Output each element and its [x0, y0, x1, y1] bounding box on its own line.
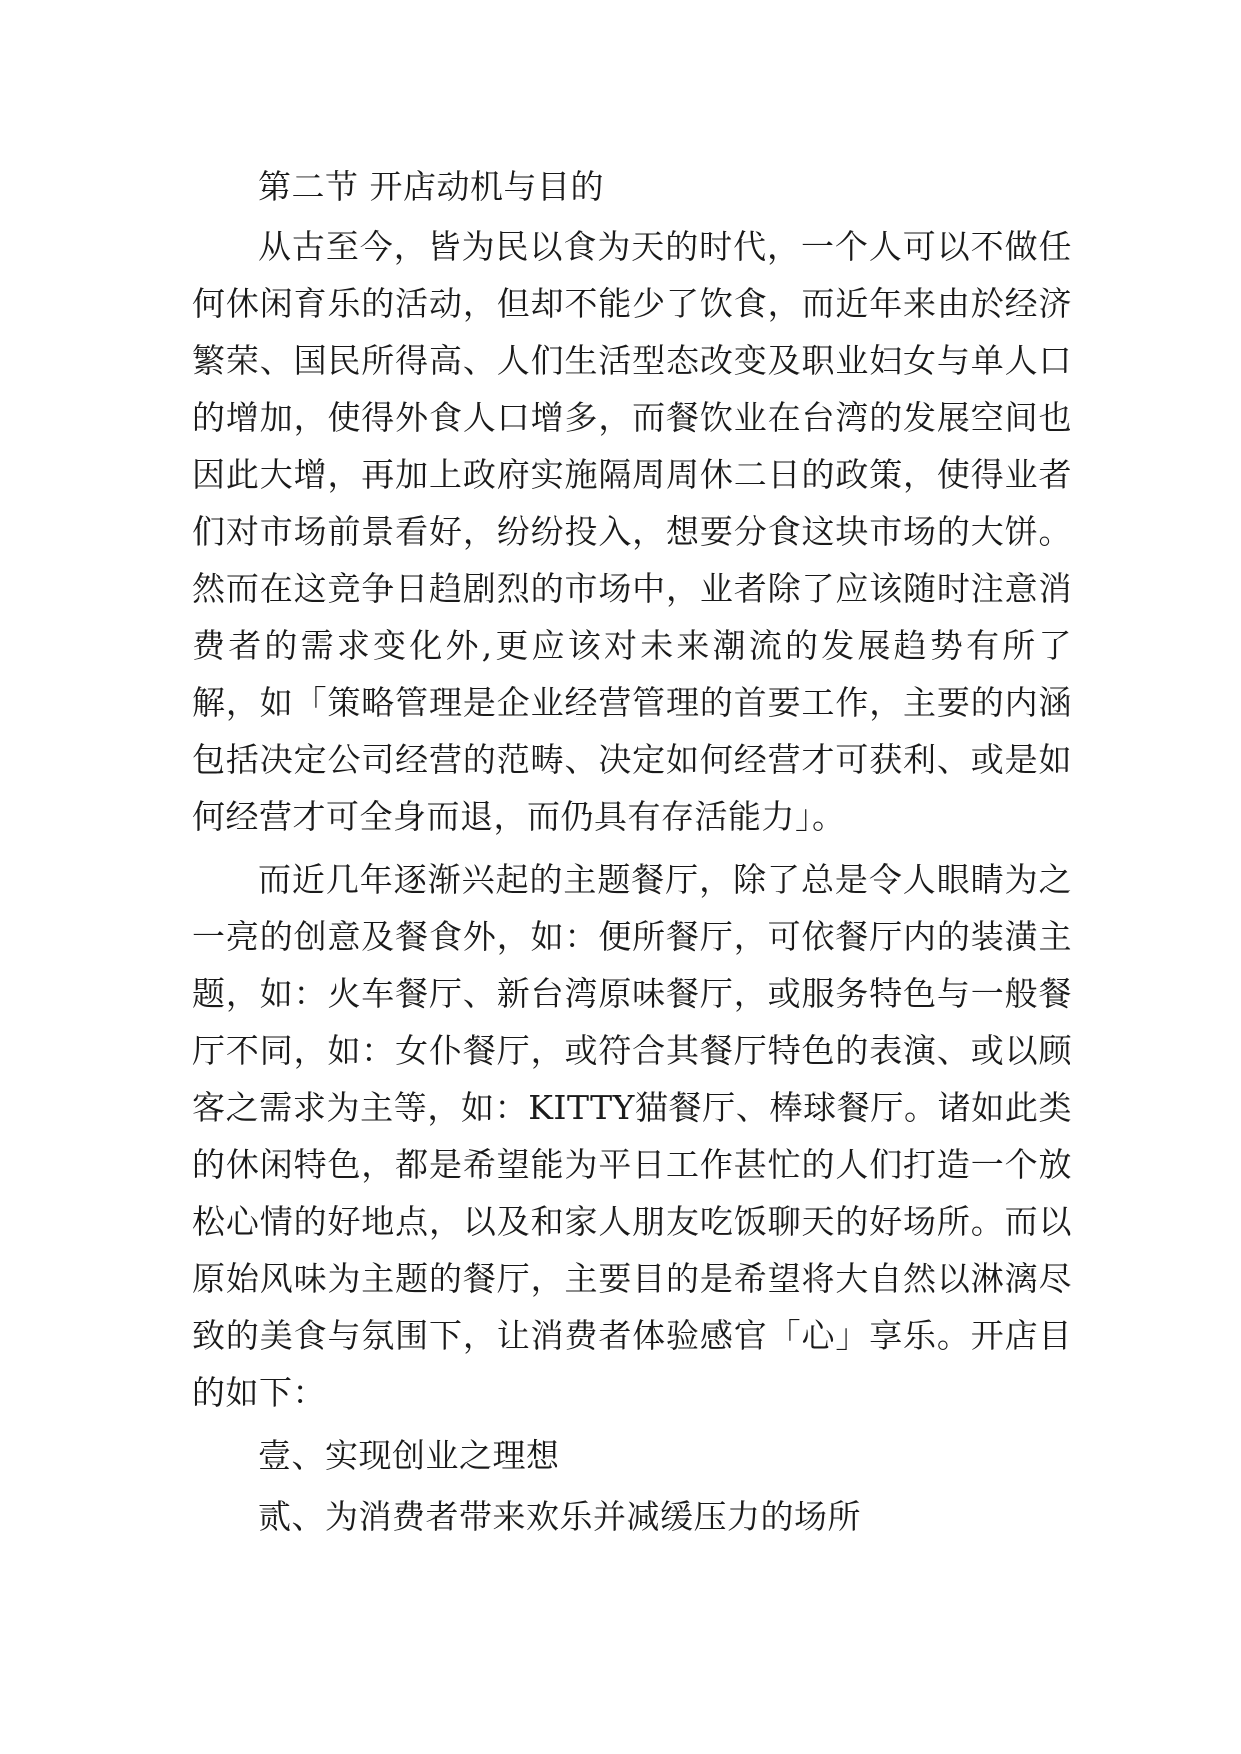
paragraph-theme-restaurants: 而近几年逐渐兴起的主题餐厅，除了总是令人眼睛为之一亮的创意及餐食外，如：便所餐厅，可依餐厅内的装潢主题，如：火车餐厅、新台湾原味餐厅，或服务特色与一般餐厅不同，如：女仆餐厅，或符合其餐厅特色的表演、或以顾客之需求为主等，如：KITTY猫餐厅、棒球餐厅。诸如此类的休闲特色，都是希望能为平日工作甚忙的人们打造一个放松心情的好地点，以及和家人朋友吃饭聊天的好场所。而以原始风味为主题的餐厅，主要目的是希望将大自然以淋漓尽致的美食与氛围下，让消费者体验感官「心」享乐。开店目的如下： [192, 860, 1072, 1412]
goal-item-1: 壹、实现创业之理想 [258, 1436, 560, 1475]
section-heading: 第二节 开店动机与目的 [258, 167, 604, 206]
goals-list [192, 1427, 1072, 1545]
goal-item-2: 贰、为消费者带来欢乐并减缓压力的场所 [258, 1497, 861, 1536]
document-page [192, 158, 1072, 1549]
paragraph-motivation: 从古至今，皆为民以食为天的时代，一个人可以不做任何休闲育乐的活动，但却不能少了饮食，而近年来由於经济繁荣、国民所得高、人们生活型态改变及职业妇女与单人口的增加，使得外食人口增多，而餐饮业在台湾的发展空间也因此大增，再加上政府实施隔周周休二日的政策，使得业者们对市场前景看好，纷纷投入，想要分食这块市场的大饼。然而在这竞争日趋剧烈的市场中，业者除了应该随时注意消费者的需求变化外,更应该对未来潮流的发展趋势有所了解，如「策略管理是企业经营管理的首要工作，主要的内涵包括决定公司经营的范畴、决定如何经营才可获利、或是如何经营才可全身而退，而仍具有存活能力」。 [192, 227, 1072, 836]
